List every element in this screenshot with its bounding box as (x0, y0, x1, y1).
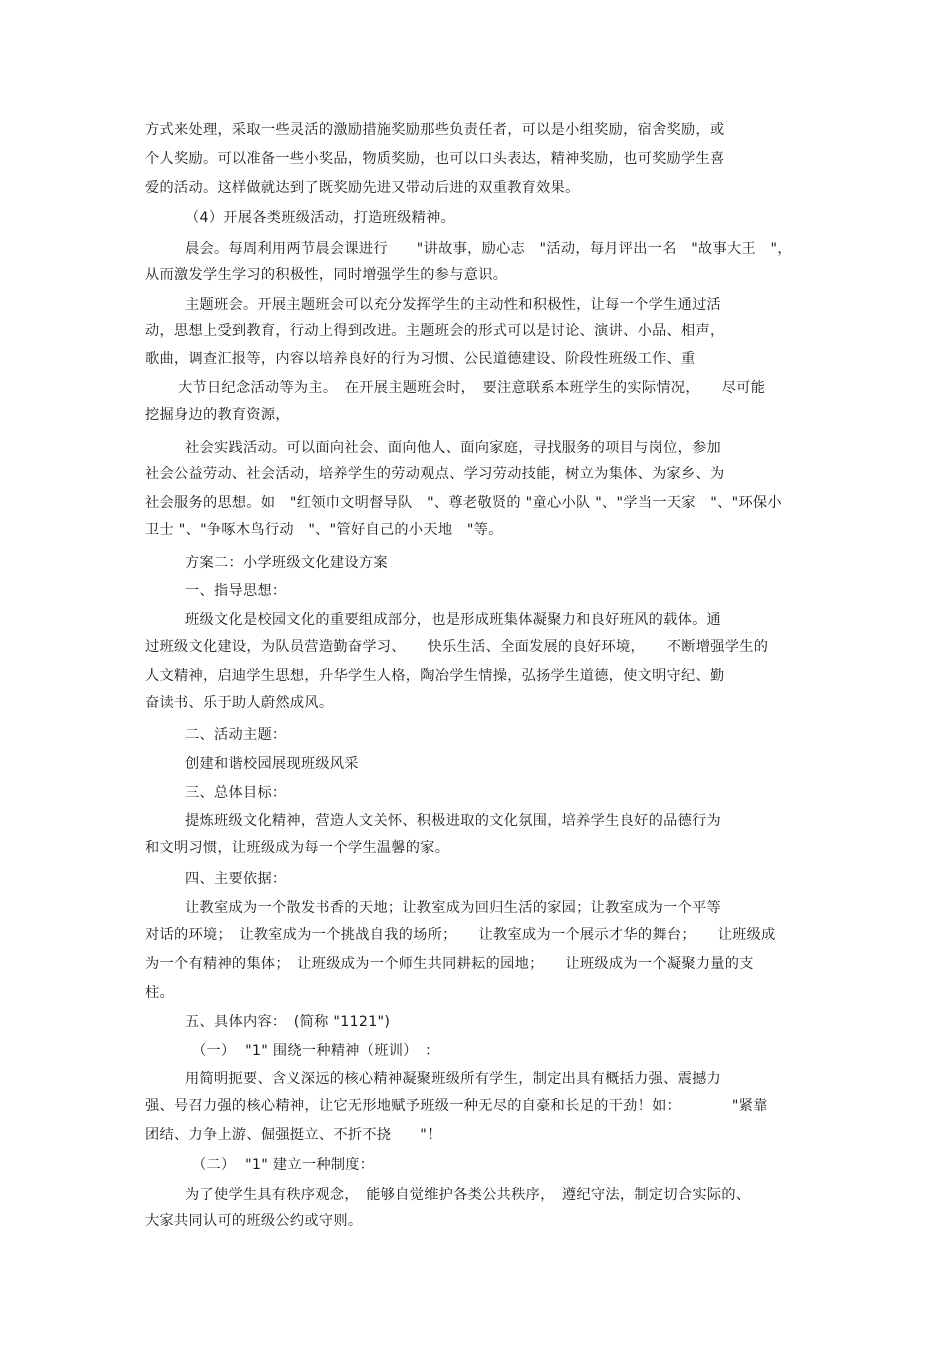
text-line: 用简明扼要、含义深远的核心精神凝聚班级所有学生，制定出具有概括力强、震撼力 (185, 1071, 722, 1087)
text-line: 动，思想上受到教育，行动上得到改进。主题班会的形式可以是讨论、演讲、小品、相声， (145, 323, 725, 339)
text-line: 大节日纪念活动等为主。 在开展主题班会时， 要注意联系本班学生的实际情况， 尽可能 (178, 380, 766, 396)
section-heading: 四、主要依据： (185, 871, 287, 887)
text-line: 社会公益劳动、社会活动，培养学生的劳动观点、学习劳动技能，树立为集体、为家乡、为 (145, 466, 725, 482)
text-line: 社会实践活动。可以面向社会、面向他人、面向家庭，寻找服务的项目与岗位，参加 (185, 440, 722, 456)
text-line: 人文精神，启迪学生思想，升华学生人格，陶冶学生情操，弘扬学生道德，使文明守纪、勤 (145, 668, 725, 684)
text-line: 个人奖励。可以准备一些小奖品，物质奖励，也可以口头表达，精神奖励，也可奖励学生喜 (145, 151, 725, 167)
text-line: 强、号召力强的核心精神，让它无形地赋予班级一种无尽的自豪和长足的干劲！如： "紧靠 (145, 1098, 768, 1114)
text-line: 为了使学生具有秩序观念， 能够自觉维护各类公共秩序， 遵纪守法，制定切合实际的、 (185, 1187, 751, 1203)
text-line: 卫士 "、"争啄木鸟行动 "、"管好自己的小天地 "等。 (145, 522, 503, 538)
section-heading: 五、具体内容： (简称 "1121") (185, 1014, 391, 1030)
text-line: 提炼班级文化精神，营造人文关怀、积极进取的文化氛围，培养学生良好的品德行为 (185, 813, 722, 829)
text-line: 社会服务的思想。如 "红领巾文明督导队 "、尊老敬贤的 "童心小队 "、"学当一天家 "、"环保小 (145, 495, 782, 511)
text-line: 班级文化是校园文化的重要组成部分，也是形成班集体凝聚力和良好班风的载体。通 (185, 612, 722, 628)
section-heading: 二、活动主题： (185, 727, 287, 743)
text-line: 歌曲，调查汇报等，内容以培养良好的行为习惯、公民道德建设、阶段性班级工作、重 (145, 351, 696, 367)
section-heading: 方案二：小学班级文化建设方案 (185, 555, 388, 571)
text-line: 柱。 (145, 985, 174, 1001)
text-line: （4）开展各类班级活动，打造班级精神。 (185, 210, 456, 226)
section-heading: 三、总体目标： (185, 785, 287, 801)
text-line: 挖掘身边的教育资源， (145, 407, 290, 423)
subsection-heading: （二） "1" 建立一种制度： (192, 1157, 375, 1173)
text-line: 过班级文化建设，为队员营造勤奋学习、 快乐生活、全面发展的良好环境， 不断增强学生的 (145, 639, 769, 655)
text-line: 奋读书、乐于助人蔚然成风。 (145, 695, 334, 711)
text-line: 大家共同认可的班级公约或守则。 (145, 1213, 363, 1229)
text-line: 为一个有精神的集体； 让班级成为一个师生共同耕耘的园地； 让班级成为一个凝聚力量的支 (145, 956, 754, 972)
text-line: 创建和谐校园展现班级风采 (185, 756, 359, 772)
text-line: 对话的环境； 让教室成为一个挑战自我的场所； 让教室成为一个展示才华的舞台； 让班级成 (145, 927, 776, 943)
text-line: 让教室成为一个散发书香的天地；让教室成为回归生活的家园；让教室成为一个平等 (185, 900, 722, 916)
text-line: 从而激发学生学习的积极性，同时增强学生的参与意识。 (145, 267, 508, 283)
text-line: 主题班会。开展主题班会可以充分发挥学生的主动性和积极性，让每一个学生通过活 (185, 297, 722, 313)
subsection-heading: （一） "1" 围绕一种精神（班训） ： (192, 1043, 440, 1059)
text-line: 方式来处理，采取一些灵活的激励措施奖励那些负责任者，可以是小组奖励，宿舍奖励，或 (145, 122, 725, 138)
section-heading: 一、指导思想： (185, 583, 287, 599)
text-line: 团结、力争上游、倔强挺立、不折不挠 "！ (145, 1127, 442, 1143)
text-line: 晨会。每周利用两节晨会课进行 "讲故事，励心志 "活动，每月评出一名 "故事大王 "， (185, 241, 792, 257)
text-line: 爱的活动。这样做就达到了既奖励先进又带动后进的双重教育效果。 (145, 180, 580, 196)
text-line: 和文明习惯，让班级成为每一个学生温馨的家。 (145, 840, 450, 856)
